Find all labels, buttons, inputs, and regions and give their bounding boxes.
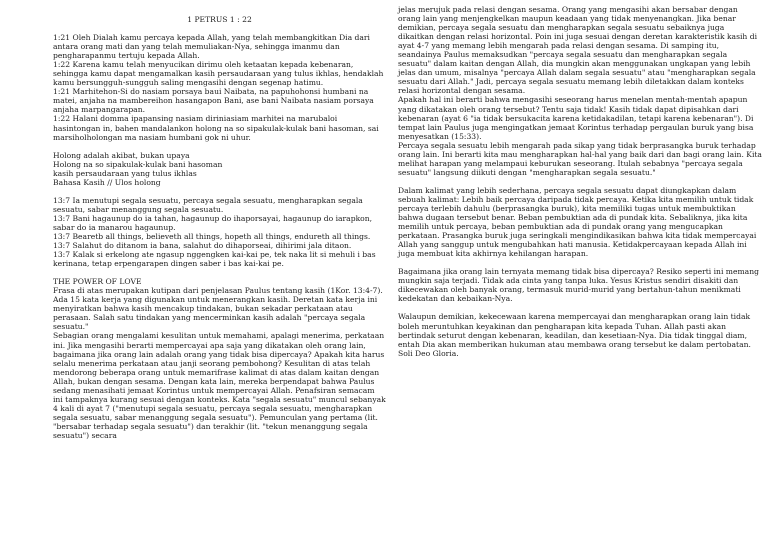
left-column [53, 15, 386, 440]
right-column [398, 5, 762, 358]
verse13-line: 13:7 Salahut do ditanom ia bana, salahut do dihaporseai, dihirimi jala ditaon. [53, 241, 352, 251]
verse-line: 1:21 Marhitehon-Si do nasiam porsaya baui Naibata, na papuhohonsi humbani na matei, anjaha na mambereihon hasangapon Bani, ase bani Naibata nasiam porsaya anjaha marpangarapan. [53, 87, 374, 115]
verse-line: 1:22 Karena kamu telah menyucikan dirimu oleh ketaatan kepada kebenaran, sehingga kamu dapat mengamalkan kasih persaudaraan yang tulus ikhlas, hendaklah kamu bersungguh-sungguh saling mengasihi dengan segenap hatimu. [53, 60, 384, 88]
poem-line: Bahasa Kasih // Ulos holong [53, 177, 161, 187]
poem-line: Holong na so sipakulak-kulak bani hasoman [53, 159, 223, 169]
section-heading: THE POWER OF LOVE [53, 277, 142, 287]
verse-block [53, 33, 386, 142]
poem-line: kasih persaudaraan yang tulus ikhlas [53, 168, 197, 178]
verse13-line: 13:7 Ia menutupi segala sesuatu, percaya segala sesuatu, mengharapkan segala sesuatu, sabar menanggung segala sesuatu. [53, 195, 363, 214]
poem-line: Holong adalah akibat, bukan upaya [53, 150, 190, 160]
paragraph-kebenaran: Apakah hal ini berarti bahwa mengasihi seseorang harus menelan mentah-mentah apapun yang dikatakan oleh orang tersebut? Tentu saja tidak! Kasih tidak dapat dipisahkan dari kebenaran (ayat 6 "ia tidak bersukacita karena ketidakadilan, tetapi karena kebenaran"). Di tempat lain Paulus juga mengingatkan jemaat Korintus terhadap pergaulan buruk yang bisa menyesatkan (15:33). [398, 95, 754, 141]
verse13-line: 13:7 Kalak si erkelong ate ngasup nggengken kai-kai pe, tek naka lit si mehuli i bas kerinana, tetap erpengarapen dingen saber i bas kai-kai pe. [53, 250, 376, 269]
paragraph-resiko: Bagaimana jika orang lain ternyata memang tidak bisa dipercaya? Resiko seperti ini memang mungkin saja terjadi. Tidak ada cinta yang tanpa luka. Yesus Kristus sendiri disakiti dan dikecewakan oleh banyak orang, termasuk murid-murid yang bertahun-tahun menikmati kedekatan dan kebaikan-Nya. [398, 267, 759, 304]
paragraph-penutup: Walaupun demikian, kekecewaan karena mempercayai dan mengharapkan orang lain tidak boleh meruntuhkan keyakinan dan pengharapan kita kepada Tuhan. Allah pasti akan bertindak seturut dengan kebenaran, keadilan, dan kesetiaan-Nya. Dia tidak tinggal diam, entah Dia akan memberikan hukuman atau membawa orang tersebut ke dalam pertobatan. Soli Deo Gloria. [398, 312, 751, 358]
paragraph-relasi: jelas merujuk pada relasi dengan sesama. Orang yang mengasihi akan bersabar dengan orang lain yang menjengkelkan maupun keadaan yang tidak menyenangkan. Jika benar demikian, percaya segala sesuatu dan mengharapkan segala sesuatu sebaiknya juga dikaitkan dengan relasi horizontal. Poin ini juga sesuai dengan deretan karakteristik kasih di ayat 4-7 yang memang lebih mengarah pada relasi dengan sesama. Di samping itu, seandainya Paulus memaksudkan "percaya segala sesuatu dan mengharapkan segala sesuatu" dalam kaitan dengan Allah, dia mungkin akan menggunakan ungkapan yang lebih jelas dan umum, misalnya "percaya Allah dalam segala sesuatu" atau "mengharapkan segala sesuatu dari Allah." Jadi, percaya segala sesuatu memang lebih diletakkan dalam konteks relasi horizontal dengan sesama. [398, 5, 758, 96]
verse13-line: 13:7 Bani hagaunup do ia tahan, hagaunup do ihaporsayai, hagaunup do iarapkon, sabar do ia manarou hagaunup. [53, 213, 373, 232]
verse13-line: 13:7 Bearetb all things, believeth all things, hopeth all things, endureth all things. [53, 231, 371, 241]
paragraph-prasangka: Percaya segala sesuatu lebih mengarah pada sikap yang tidak berprasangka buruk terhadap orang lain. Ini berarti kita mau mengharapkan hal-hal yang baik dari dan bagi orang lain. Kita melihat harapan yang melampaui keburukan seseorang. Itulah sebabnya "percaya segala sesuatu" langsung diikuti dengan "mengharapkan segala sesuatu." [398, 140, 762, 177]
verse-line: 1:21 Oleh Dialah kamu percaya kepada Allah, yang telah membangkitkan Dia dari antara orang mati dan yang telah memuliakan-Nya, sehingga imanmu dan pengharapanmu tertuju kepada Allah. [53, 33, 370, 61]
poem-block [53, 151, 386, 187]
verse13-block [53, 196, 386, 268]
verse-line: 1:22 Halani domma ipapansing nasiam diriniasiam marhitei na marubaloi hasintongan in, bahen mandalankon holong na so sipakulak-kulak bani hasoman, sai marsiholholongan ma nasiam humbani gok ni uhur. [53, 114, 379, 142]
page-title: 1 PETRUS 1 : 22 [187, 15, 252, 24]
paragraph-kalimat-sederhana: Dalam kalimat yang lebih sederhana, percaya segala sesuatu dapat diungkapkan dalam sebuah kalimat: Lebih baik percaya daripada tidak percaya. Ketika kita memilih untuk tidak percaya terlebih dahulu (berprasangka buruk), kita memiliki tugas untuk membuktikan bahwa dugaan tersebut benar. Beban pembuktian ada di pundak kita. Sebaliknya, jika kita memilih untuk percaya, beban pembuktian ada di pundak orang yang mengucapkan perkataan. Prasangka buruk juga seringkali mengindikasikan bahwa kita tidak mempercayai Allah yang sanggup untuk mengubahkan hati manusia. Ketidakpercayaan kepada Allah ini juga membuat kita akhirnya kehilangan harapan. [398, 185, 757, 259]
power-paragraph: Frasa di atas merupakan kutipan dari penjelasan Paulus tentang kasih (1Kor. 13:4-7). Ada 15 kata kerja yang digunakan untuk menerangkan kasih. Deretan kata kerja ini menyiratkan bahwa kasih mencakup tindakan, bukan sekadar perkataan atau perasaan. Salah satu tindakan yang mencerminkan kasih adalah "percaya segala sesuatu." [53, 286, 383, 332]
sebagian-paragraph: Sebagian orang mengalami kesulitan untuk memahami, apalagi menerima, perkataan ini. Jika mengasihi berarti mempercayai apa saja yang dikatakan oleh orang lain, bagaimana jika orang lain adalah orang yang tidak bisa dipercaya? Apakah kita harus selalu menerima perkataan atau janji seorang pembohong? Kesulitan di atas telah mendorong beberapa orang untuk memarifrase kalimat di atas dalam kaitan dengan Allah, bukan dengan sesama. Dengan kata lain, mereka berpendapat bahwa Paulus sedang menasihati jemaat Korintus untuk mempercayai Allah. Penafsiran semacam ini tampaknya kurang sesuai dengan konteks. Kata "segala sesuatu" muncul sebanyak 4 kali di ayat 7 ("menutupi segala sesuatu, percaya segala sesuatu, mengharapkan segala sesuatu, sabar menanggung segala sesuatu"). Pemunculan yang pertama (lit. "bersabar terhadap segala sesuatu") dan terakhir (lit. "tekun menanggung segala sesuatu") secara [53, 331, 386, 440]
